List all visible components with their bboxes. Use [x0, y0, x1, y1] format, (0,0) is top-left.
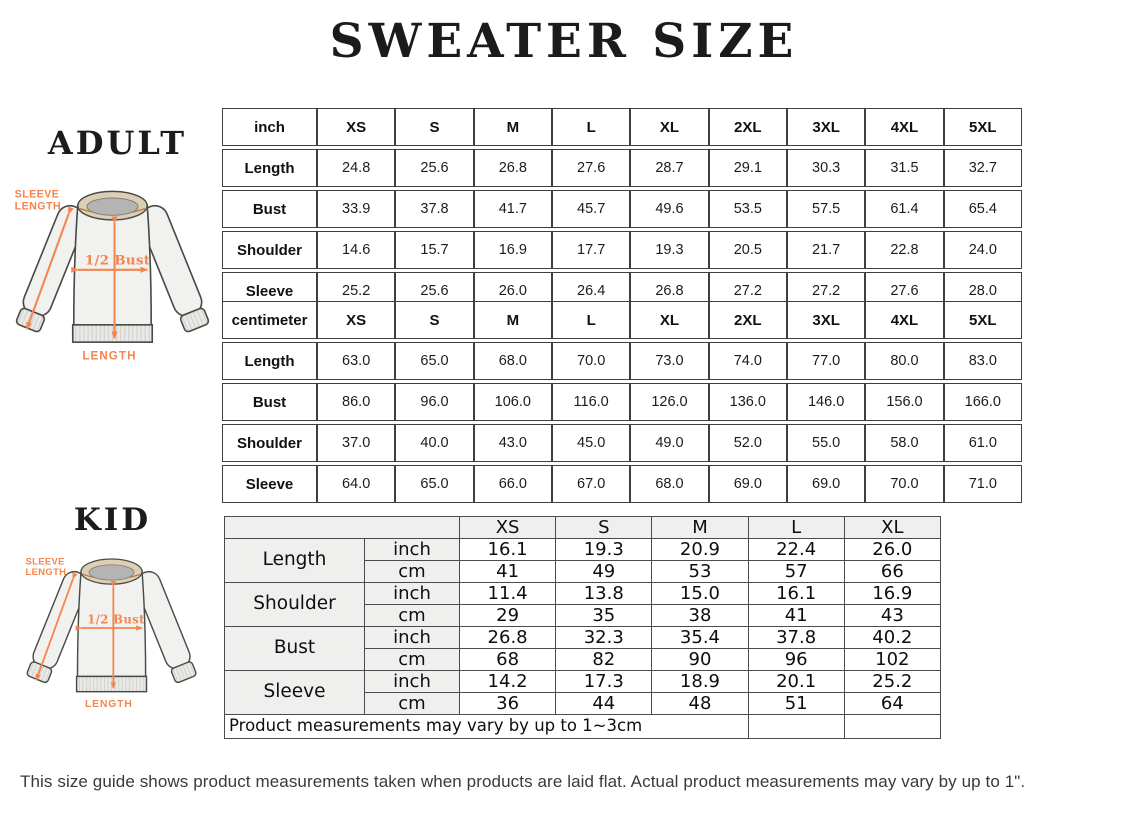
value-cell: 24.0	[944, 231, 1022, 269]
value-cell: 26.8	[630, 272, 708, 310]
value-cell: 31.5	[865, 149, 943, 187]
value-cell: 136.0	[709, 383, 787, 421]
value-cell: 27.2	[787, 272, 865, 310]
value-cell: 48	[652, 693, 748, 715]
table-row	[225, 671, 941, 693]
empty-cell	[748, 715, 844, 739]
value-cell: 43	[844, 605, 940, 627]
value-cell: 80.0	[865, 342, 943, 380]
size-header: M	[474, 108, 552, 146]
value-cell: 40.0	[395, 424, 473, 462]
value-cell: 25.6	[395, 149, 473, 187]
size-header: XS	[317, 301, 395, 339]
value-cell: 67.0	[552, 465, 630, 503]
size-header: XL	[630, 108, 708, 146]
value-cell: 16.1	[748, 583, 844, 605]
value-cell: 63.0	[317, 342, 395, 380]
value-cell: 35.4	[652, 627, 748, 649]
value-cell: 49.0	[630, 424, 708, 462]
value-cell: 19.3	[630, 231, 708, 269]
size-header: S	[395, 301, 473, 339]
size-header: 4XL	[865, 108, 943, 146]
table-row	[222, 190, 1022, 228]
value-cell: 45.0	[552, 424, 630, 462]
value-cell: 68	[460, 649, 556, 671]
value-cell: 65.4	[944, 190, 1022, 228]
value-cell: 17.7	[552, 231, 630, 269]
value-cell: 57.5	[787, 190, 865, 228]
value-cell: 77.0	[787, 342, 865, 380]
value-cell: 25.2	[317, 272, 395, 310]
value-cell: 29.1	[709, 149, 787, 187]
value-cell: 30.3	[787, 149, 865, 187]
unit-label: cm	[365, 561, 460, 583]
value-cell: 38	[652, 605, 748, 627]
value-cell: 64	[844, 693, 940, 715]
value-cell: 116.0	[552, 383, 630, 421]
value-cell: 74.0	[709, 342, 787, 380]
table-row	[222, 149, 1022, 187]
value-cell: 21.7	[787, 231, 865, 269]
unit-label: inch	[365, 539, 460, 561]
adult-cm-size-table	[222, 298, 1022, 506]
length-label: LENGTH	[82, 349, 137, 363]
row-label: Bust	[225, 627, 365, 671]
empty-cell	[844, 715, 940, 739]
value-cell: 69.0	[709, 465, 787, 503]
unit-header: centimeter	[222, 301, 317, 339]
row-label: Length	[222, 342, 317, 380]
value-cell: 20.1	[748, 671, 844, 693]
sleeve-length-label: SLEEVE	[14, 188, 60, 201]
value-cell: 96.0	[395, 383, 473, 421]
size-header: 3XL	[787, 108, 865, 146]
table-row	[225, 583, 941, 605]
sleeve-length-label: SLEEVE	[25, 555, 65, 567]
value-cell: 24.8	[317, 149, 395, 187]
value-cell: 27.6	[865, 272, 943, 310]
table-row	[225, 627, 941, 649]
value-cell: 28.7	[630, 149, 708, 187]
value-cell: 68.0	[474, 342, 552, 380]
value-cell: 19.3	[556, 539, 652, 561]
blank-header-cell	[225, 517, 460, 539]
table-row	[222, 342, 1022, 380]
value-cell: 35	[556, 605, 652, 627]
unit-label: cm	[365, 693, 460, 715]
size-header: XL	[630, 301, 708, 339]
value-cell: 43.0	[474, 424, 552, 462]
value-cell: 26.8	[460, 627, 556, 649]
value-cell: 96	[748, 649, 844, 671]
size-header: 5XL	[944, 108, 1022, 146]
row-label: Shoulder	[225, 583, 365, 627]
value-cell: 64.0	[317, 465, 395, 503]
row-label: Bust	[222, 190, 317, 228]
row-label: Sleeve	[222, 465, 317, 503]
row-label: Bust	[222, 383, 317, 421]
row-label: Length	[225, 539, 365, 583]
size-header: L	[748, 517, 844, 539]
size-header: S	[556, 517, 652, 539]
value-cell: 55.0	[787, 424, 865, 462]
value-cell: 71.0	[944, 465, 1022, 503]
value-cell: 14.2	[460, 671, 556, 693]
value-cell: 61.4	[865, 190, 943, 228]
unit-label: cm	[365, 605, 460, 627]
row-label: Shoulder	[222, 231, 317, 269]
unit-label: inch	[365, 583, 460, 605]
value-cell: 27.2	[709, 272, 787, 310]
value-cell: 16.1	[460, 539, 556, 561]
unit-label: inch	[365, 671, 460, 693]
size-header: 2XL	[709, 301, 787, 339]
value-cell: 41	[460, 561, 556, 583]
value-cell: 61.0	[944, 424, 1022, 462]
value-cell: 37.8	[395, 190, 473, 228]
value-cell: 70.0	[865, 465, 943, 503]
value-cell: 36	[460, 693, 556, 715]
value-cell: 90	[652, 649, 748, 671]
value-cell: 52.0	[709, 424, 787, 462]
value-cell: 45.7	[552, 190, 630, 228]
value-cell: 25.2	[844, 671, 940, 693]
value-cell: 44	[556, 693, 652, 715]
value-cell: 166.0	[944, 383, 1022, 421]
size-header: 3XL	[787, 301, 865, 339]
value-cell: 25.6	[395, 272, 473, 310]
value-cell: 58.0	[865, 424, 943, 462]
page-title: SWEATER SIZE	[329, 14, 799, 69]
value-cell: 11.4	[460, 583, 556, 605]
row-label: Shoulder	[222, 424, 317, 462]
svg-text:LENGTH: LENGTH	[14, 200, 62, 213]
value-cell: 69.0	[787, 465, 865, 503]
value-cell: 32.7	[944, 149, 1022, 187]
value-cell: 82	[556, 649, 652, 671]
table-row	[222, 465, 1022, 503]
value-cell: 40.2	[844, 627, 940, 649]
size-header: M	[474, 301, 552, 339]
value-cell: 22.4	[748, 539, 844, 561]
value-cell: 15.7	[395, 231, 473, 269]
kid-size-table	[224, 516, 941, 739]
svg-text:LENGTH: LENGTH	[25, 566, 67, 578]
value-cell: 22.8	[865, 231, 943, 269]
value-cell: 28.0	[944, 272, 1022, 310]
measurement-note: Product measurements may vary by up to 1~3cm	[225, 715, 749, 739]
value-cell: 26.0	[844, 539, 940, 561]
kid-section-label: KID	[73, 502, 152, 538]
value-cell: 53	[652, 561, 748, 583]
row-label: Length	[222, 149, 317, 187]
note-row	[225, 715, 941, 739]
value-cell: 26.8	[474, 149, 552, 187]
size-header: 4XL	[865, 301, 943, 339]
value-cell: 41.7	[474, 190, 552, 228]
table-row	[222, 231, 1022, 269]
length-label: LENGTH	[85, 698, 133, 710]
adult-inch-size-table	[222, 105, 1022, 313]
size-header-row	[222, 301, 1022, 339]
half-bust-label: 1/2 Bust	[87, 612, 145, 627]
table-row	[222, 424, 1022, 462]
value-cell: 37.0	[317, 424, 395, 462]
value-cell: 86.0	[317, 383, 395, 421]
adult-sweater-diagram	[8, 172, 218, 388]
value-cell: 15.0	[652, 583, 748, 605]
value-cell: 65.0	[395, 465, 473, 503]
value-cell: 17.3	[556, 671, 652, 693]
value-cell: 33.9	[317, 190, 395, 228]
row-label: Sleeve	[225, 671, 365, 715]
size-header: M	[652, 517, 748, 539]
value-cell: 32.3	[556, 627, 652, 649]
value-cell: 14.6	[317, 231, 395, 269]
value-cell: 16.9	[844, 583, 940, 605]
value-cell: 73.0	[630, 342, 708, 380]
size-header: XS	[460, 517, 556, 539]
unit-label: cm	[365, 649, 460, 671]
value-cell: 26.4	[552, 272, 630, 310]
size-header: L	[552, 108, 630, 146]
table-row	[222, 383, 1022, 421]
size-header-row	[225, 517, 941, 539]
kid-sweater-diagram	[20, 542, 204, 732]
value-cell: 68.0	[630, 465, 708, 503]
value-cell: 65.0	[395, 342, 473, 380]
size-header: S	[395, 108, 473, 146]
value-cell: 83.0	[944, 342, 1022, 380]
value-cell: 66.0	[474, 465, 552, 503]
size-header: L	[552, 301, 630, 339]
value-cell: 26.0	[474, 272, 552, 310]
adult-section-label: ADULT	[47, 124, 188, 162]
value-cell: 126.0	[630, 383, 708, 421]
value-cell: 13.8	[556, 583, 652, 605]
unit-header: inch	[222, 108, 317, 146]
size-header: 2XL	[709, 108, 787, 146]
size-header: 5XL	[944, 301, 1022, 339]
value-cell: 70.0	[552, 342, 630, 380]
unit-label: inch	[365, 627, 460, 649]
value-cell: 18.9	[652, 671, 748, 693]
size-header: XS	[317, 108, 395, 146]
footer-note: This size guide shows product measurements taken when products are laid flat. Actual product measurements may vary by up to 1".	[20, 772, 1026, 791]
size-header: XL	[844, 517, 940, 539]
value-cell: 20.9	[652, 539, 748, 561]
value-cell: 53.5	[709, 190, 787, 228]
value-cell: 102	[844, 649, 940, 671]
value-cell: 29	[460, 605, 556, 627]
size-header-row	[222, 108, 1022, 146]
value-cell: 57	[748, 561, 844, 583]
value-cell: 49	[556, 561, 652, 583]
value-cell: 146.0	[787, 383, 865, 421]
value-cell: 106.0	[474, 383, 552, 421]
value-cell: 51	[748, 693, 844, 715]
row-label: Sleeve	[222, 272, 317, 310]
value-cell: 41	[748, 605, 844, 627]
value-cell: 20.5	[709, 231, 787, 269]
value-cell: 16.9	[474, 231, 552, 269]
value-cell: 49.6	[630, 190, 708, 228]
value-cell: 27.6	[552, 149, 630, 187]
table-row	[225, 539, 941, 561]
value-cell: 156.0	[865, 383, 943, 421]
half-bust-label: 1/2 Bust	[84, 253, 151, 269]
value-cell: 66	[844, 561, 940, 583]
value-cell: 37.8	[748, 627, 844, 649]
